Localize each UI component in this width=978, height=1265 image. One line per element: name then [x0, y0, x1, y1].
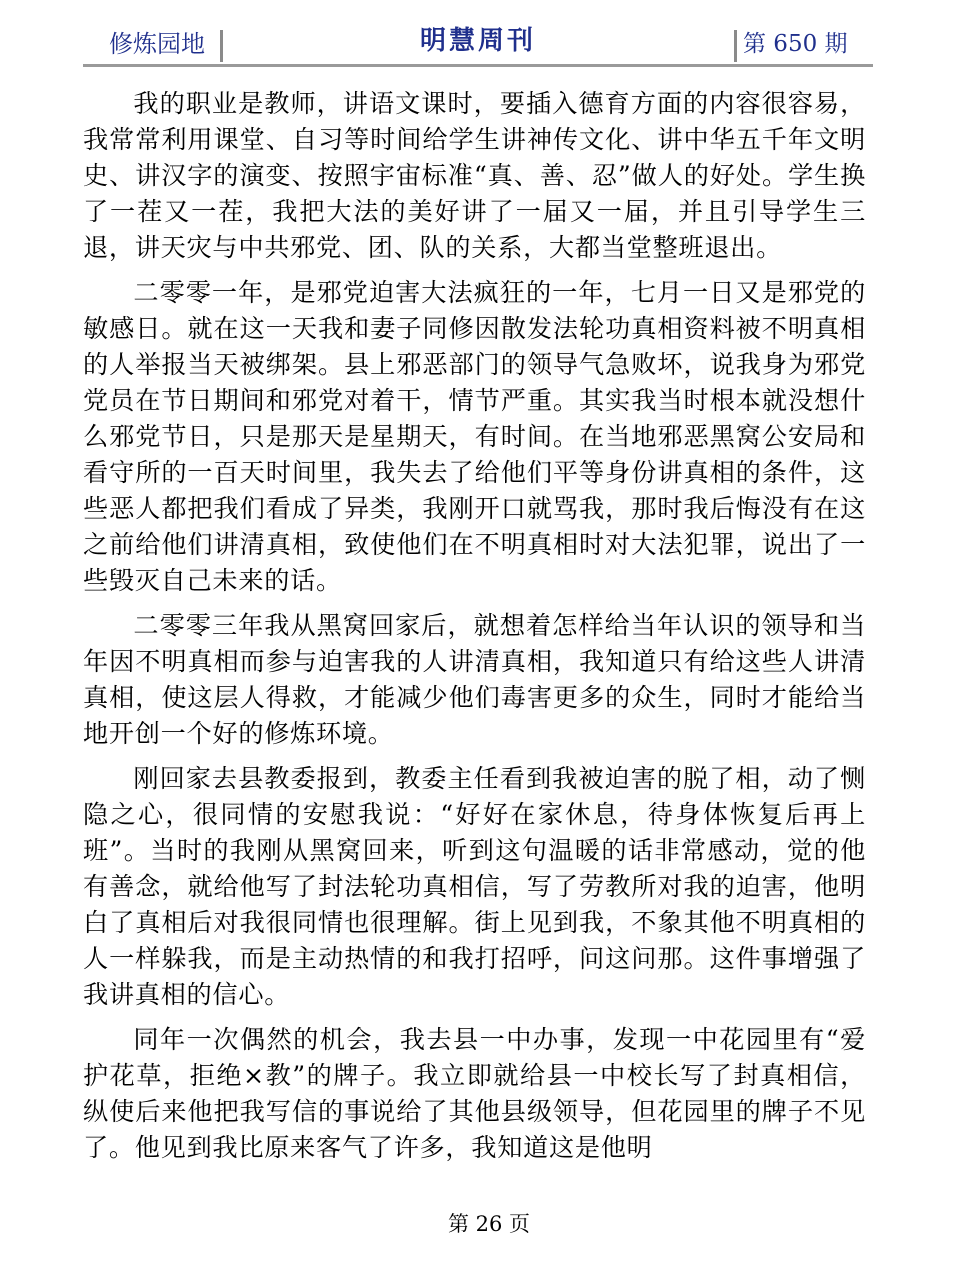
paragraph-2: 二零零一年，是邪党迫害大法疯狂的一年，七月一日又是邪党的敏感日。就在这一天我和妻子同修因散发法轮功真相资料被不明真相的人举报当天被绑架。县上邪恶部门的领导气急败坏，说我身为邪党党员在节日期间和邪党对着干，情节严重。其实我当时根本就没想什么邪党节日，只是那天是星期天，有时间。在当地邪恶黑窝公安局和看守所的一百天时间里，我失去了给他们平等身份讲真相的条件，这些恶人都把我们看成了异类，我刚开口就骂我，那时我后悔没有在这之前给他们讲清真相，致使他们在不明真相时对大法犯罪，说出了一些毁灭自己未来的话。: [83, 278, 866, 595]
publication-title: 明慧周刊: [419, 26, 536, 56]
page-number: 第 26 页: [447, 1212, 531, 1236]
header-divider-right: [734, 30, 737, 62]
header-rule: [83, 64, 873, 67]
section-name: 修炼园地: [109, 30, 205, 58]
paragraph-4: 刚回家去县教委报到，教委主任看到我被迫害的脱了相，动了恻隐之心，很同情的安慰我说：“好好在家休息，待身体恢复后再上班”。当时的我刚从黑窝回来，听到这句温暖的话非常感动，觉的他有善念，就给他写了封法轮功真相信，写了劳教所对我的迫害，他明白了真相后对我很同情也很理解。街上见到我，不象其他不明真相的人一样躲我，而是主动热情的和我打招呼，问这问那。这件事增强了我讲真相的信心。: [83, 764, 866, 1009]
paragraph-3: 二零零三年我从黑窝回家后，就想着怎样给当年认识的领导和当年因不明真相而参与迫害我的人讲清真相，我知道只有给这些人讲清真相，使这层人得救，才能减少他们毒害更多的众生，同时才能给当地开创一个好的修炼环境。: [83, 611, 866, 748]
page-header: [83, 24, 873, 64]
paragraph-1: 我的职业是教师，讲语文课时，要插入德育方面的内容很容易，我常常利用课堂、自习等时间给学生讲神传文化、讲中华五千年文明史、讲汉字的演变、按照宇宙标准“真、善、忍”做人的好处。学生换了一茬又一茬，我把大法的美好讲了一届又一届，并且引导学生三退，讲天灾与中共邪党、团、队的关系，大都当堂整班退出。: [83, 89, 866, 262]
issue-number: 第 650 期: [743, 31, 848, 57]
paragraph-5: 同年一次偶然的机会，我去县一中办事，发现一中花园里有“爱护花草，拒绝×教”的牌子。我立即就给县一中校长写了封真相信，纵使后来他把我写信的事说给了其他县级领导，但花园里的牌子不见了。他见到我比原来客气了许多，我知道这是他明: [83, 1025, 866, 1162]
article-body: [83, 86, 866, 1175]
